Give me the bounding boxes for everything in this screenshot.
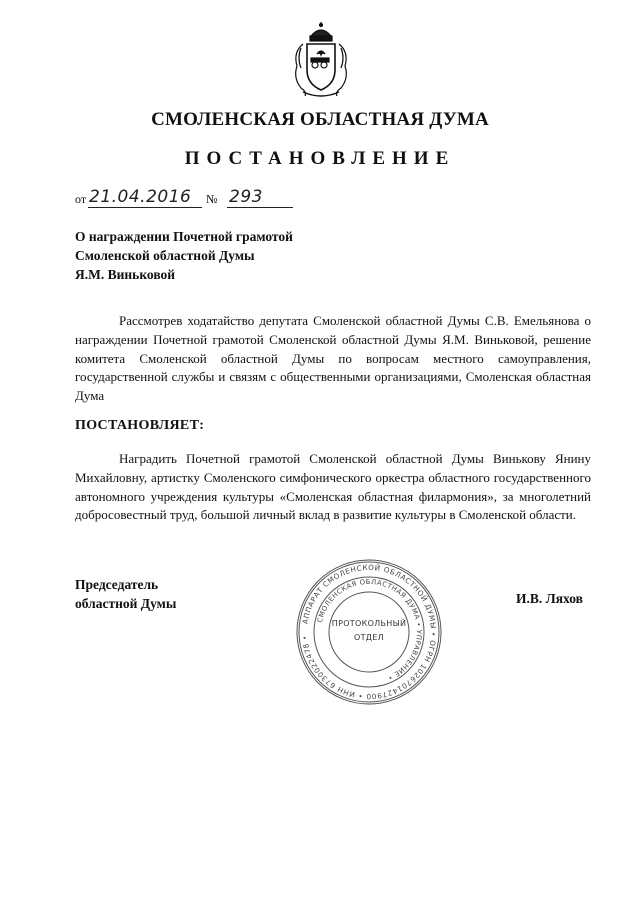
number-label: №: [206, 192, 218, 206]
subject-line: О награждении Почетной грамотой: [75, 229, 293, 244]
stamp-center-text: [327, 617, 411, 645]
subject-line: Я.М. Виньковой: [75, 267, 176, 282]
preamble-paragraph: Рассмотрев ходатайство депутата Смоленской областной Думы С.В. Емельянова о награждении Почетной грамотой Смоленской областной Думы Я.М. Виньковой, решение комитета Смоленской областной Думы по вопросам местного самоуправления, государственной службы и связям с общественными организациями, Смоленская областная Дума: [75, 313, 591, 404]
resolve-heading: ПОСТАНОВЛЯЕТ:: [75, 418, 205, 433]
stamp-center-line: ОТДЕЛ: [353, 633, 384, 642]
handwritten-date: 21.04.2016: [89, 187, 192, 207]
document-subject: [75, 227, 293, 284]
subject-line: Смоленской областной Думы: [75, 248, 255, 263]
handwritten-number: 293: [229, 187, 263, 207]
stamp-center-line: ПРОТОКОЛЬНЫЙ: [331, 619, 407, 628]
signatory-name: И.В. Ляхов: [516, 591, 583, 606]
date-label: от: [75, 192, 87, 206]
signatory-title: [75, 575, 176, 613]
signatory-title-line: Председатель: [75, 577, 159, 592]
document-type-heading: ПОСТАНОВЛЕНИЕ: [184, 148, 456, 169]
signatory-title-line: областной Думы: [75, 596, 177, 611]
date-underline: [88, 207, 202, 208]
stamp-inner-text: СМОЛЕНСКАЯ ОБЛАСТНАЯ ДУМА • УПРАВЛЕНИЕ •: [315, 577, 424, 682]
document-meta-line: [75, 185, 295, 211]
smolensk-coat-of-arms-icon: [289, 22, 353, 100]
stamp-outer-text: АППАРАТ СМОЛЕНСКОЙ ОБЛАСТНОЙ ДУМЫ • ОГРН 1026701427900 • ИНН 6730022478 •: [300, 562, 439, 702]
organization-title: СМОЛЕНСКАЯ ОБЛАСТНАЯ ДУМА: [151, 109, 489, 130]
decision-paragraph: Наградить Почетной грамотой Смоленской областной Думы Винькову Янину Михайловну, артистку Смоленского симфонического оркестра областного государственного автономного учреждения культуры «Смоленская областная филармония», за многолетний добросовестный труд, большой личный вклад в развитие культуры в Смоленской области.: [75, 451, 591, 523]
number-underline: [227, 207, 293, 208]
